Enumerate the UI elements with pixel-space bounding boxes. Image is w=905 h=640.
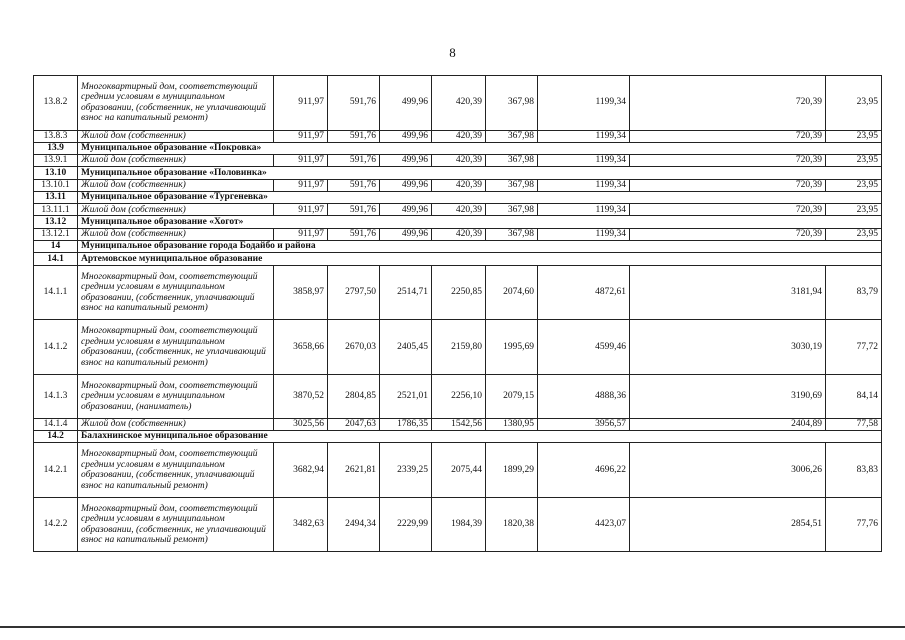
row-value-v5: 1899,29 [486, 443, 538, 498]
row-value-v6: 4696,22 [538, 443, 630, 498]
row-description: Жилой дом (собственник) [78, 130, 274, 142]
row-value-v1: 911,97 [274, 130, 328, 142]
row-value-v8: 83,83 [826, 443, 882, 498]
row-value-v3: 499,96 [380, 155, 432, 167]
row-value-v1: 911,97 [274, 204, 328, 216]
row-code: 13.8.3 [34, 130, 78, 142]
row-value-v7: 720,39 [630, 179, 826, 191]
row-value-v3: 1786,35 [380, 418, 432, 430]
row-value-v1: 3682,94 [274, 443, 328, 498]
row-value-v5: 367,98 [486, 179, 538, 191]
table-row [34, 443, 882, 498]
row-value-v8: 23,95 [826, 179, 882, 191]
row-value-v2: 591,76 [328, 155, 380, 167]
row-value-v3: 499,96 [380, 204, 432, 216]
table-row [34, 228, 882, 240]
section-title: Муниципальное образование города Бодайбо и района [78, 240, 882, 253]
row-value-v3: 2339,25 [380, 443, 432, 498]
row-value-v4: 420,39 [432, 204, 486, 216]
section-row [34, 216, 882, 229]
row-code: 14.2.2 [34, 497, 78, 552]
row-value-v8: 23,95 [826, 204, 882, 216]
row-value-v3: 499,96 [380, 130, 432, 142]
row-value-v8: 23,95 [826, 155, 882, 167]
section-row [34, 253, 882, 266]
row-value-v7: 3006,26 [630, 443, 826, 498]
row-description: Жилой дом (собственник) [78, 179, 274, 191]
row-value-v8: 77,72 [826, 320, 882, 375]
row-value-v1: 3858,97 [274, 265, 328, 320]
row-code: 13.12.1 [34, 228, 78, 240]
row-value-v3: 2521,01 [380, 374, 432, 418]
row-value-v1: 911,97 [274, 76, 328, 131]
row-value-v8: 23,95 [826, 228, 882, 240]
section-title: Муниципальное образование «Хогот» [78, 216, 882, 229]
row-value-v5: 1380,95 [486, 418, 538, 430]
table-row [34, 374, 882, 418]
row-value-v3: 499,96 [380, 179, 432, 191]
row-value-v1: 3025,56 [274, 418, 328, 430]
table-row [34, 265, 882, 320]
row-value-v6: 1199,34 [538, 130, 630, 142]
row-description: Жилой дом (собственник) [78, 155, 274, 167]
row-value-v2: 2797,50 [328, 265, 380, 320]
table-row [34, 155, 882, 167]
row-value-v4: 2256,10 [432, 374, 486, 418]
section-code: 13.9 [34, 142, 78, 155]
section-code: 13.12 [34, 216, 78, 229]
row-description: Многоквартирный дом, соответствующий средним условиям в муниципальном образовании, (собственник, не уплачивающий взнос на капитальный ремонт) [78, 497, 274, 552]
row-value-v8: 23,95 [826, 76, 882, 131]
row-value-v1: 911,97 [274, 228, 328, 240]
row-value-v8: 77,58 [826, 418, 882, 430]
row-value-v3: 2405,45 [380, 320, 432, 375]
row-value-v8: 84,14 [826, 374, 882, 418]
row-value-v6: 4423,07 [538, 497, 630, 552]
row-value-v3: 2229,99 [380, 497, 432, 552]
row-description: Жилой дом (собственник) [78, 204, 274, 216]
row-value-v7: 720,39 [630, 76, 826, 131]
row-description: Многоквартирный дом, соответствующий средним условиям в муниципальном образовании, (собственник, уплачивающий взнос на капитальный ремонт) [78, 443, 274, 498]
row-value-v4: 420,39 [432, 76, 486, 131]
table-row [34, 418, 882, 430]
section-row [34, 430, 882, 443]
row-value-v2: 591,76 [328, 130, 380, 142]
row-value-v1: 3870,52 [274, 374, 328, 418]
row-code: 14.1.4 [34, 418, 78, 430]
row-value-v3: 499,96 [380, 228, 432, 240]
row-value-v7: 2854,51 [630, 497, 826, 552]
section-code: 14 [34, 240, 78, 253]
row-value-v6: 4872,61 [538, 265, 630, 320]
page-number: 8 [449, 45, 456, 60]
table-row [34, 320, 882, 375]
row-value-v6: 1199,34 [538, 204, 630, 216]
row-value-v7: 720,39 [630, 204, 826, 216]
row-value-v4: 420,39 [432, 228, 486, 240]
row-value-v6: 1199,34 [538, 179, 630, 191]
row-value-v4: 1984,39 [432, 497, 486, 552]
row-value-v8: 23,95 [826, 130, 882, 142]
row-value-v2: 2804,85 [328, 374, 380, 418]
row-value-v5: 367,98 [486, 130, 538, 142]
section-row [34, 167, 882, 180]
row-value-v7: 3030,19 [630, 320, 826, 375]
row-value-v7: 3190,69 [630, 374, 826, 418]
row-value-v7: 720,39 [630, 130, 826, 142]
row-code: 13.8.2 [34, 76, 78, 131]
row-code: 14.1.1 [34, 265, 78, 320]
row-value-v6: 1199,34 [538, 76, 630, 131]
row-value-v1: 911,97 [274, 155, 328, 167]
row-value-v5: 1820,38 [486, 497, 538, 552]
row-value-v5: 2079,15 [486, 374, 538, 418]
section-row [34, 191, 882, 204]
row-value-v2: 591,76 [328, 228, 380, 240]
row-value-v2: 591,76 [328, 179, 380, 191]
row-code: 13.11.1 [34, 204, 78, 216]
row-value-v5: 367,98 [486, 204, 538, 216]
table-row [34, 179, 882, 191]
row-value-v7: 720,39 [630, 228, 826, 240]
row-code: 13.10.1 [34, 179, 78, 191]
row-value-v5: 1995,69 [486, 320, 538, 375]
row-value-v8: 77,76 [826, 497, 882, 552]
row-value-v5: 2074,60 [486, 265, 538, 320]
section-title: Муниципальное образование «Покровка» [78, 142, 882, 155]
table-row [34, 497, 882, 552]
row-value-v6: 3956,57 [538, 418, 630, 430]
row-code: 14.1.3 [34, 374, 78, 418]
section-title: Балахнинское муниципальное образование [78, 430, 882, 443]
row-value-v2: 591,76 [328, 76, 380, 131]
row-value-v2: 2670,03 [328, 320, 380, 375]
row-value-v4: 2250,85 [432, 265, 486, 320]
table-row [34, 76, 882, 131]
tariff-table [33, 75, 882, 552]
row-value-v7: 3181,94 [630, 265, 826, 320]
row-value-v2: 2047,63 [328, 418, 380, 430]
row-value-v1: 3658,66 [274, 320, 328, 375]
row-value-v2: 2621,81 [328, 443, 380, 498]
row-value-v4: 420,39 [432, 155, 486, 167]
row-code: 14.2.1 [34, 443, 78, 498]
row-value-v6: 1199,34 [538, 228, 630, 240]
section-title: Артемовское муниципальное образование [78, 253, 882, 266]
section-title: Муниципальное образование «Тургеневка» [78, 191, 882, 204]
section-title: Муниципальное образование «Половинка» [78, 167, 882, 180]
section-row [34, 142, 882, 155]
row-value-v4: 420,39 [432, 130, 486, 142]
section-row [34, 240, 882, 253]
section-code: 14.1 [34, 253, 78, 266]
row-code: 14.1.2 [34, 320, 78, 375]
section-code: 14.2 [34, 430, 78, 443]
table-body [34, 76, 882, 552]
row-value-v4: 1542,56 [432, 418, 486, 430]
row-value-v6: 4599,46 [538, 320, 630, 375]
row-description: Многоквартирный дом, соответствующий средним условиям в муниципальном образовании, (собственник, уплачивающий взнос на капитальный ремонт) [78, 265, 274, 320]
row-description: Многоквартирный дом, соответствующий средним условиям в муниципальном образовании, (собственник, не уплачивающий взнос на капитальный ремонт) [78, 320, 274, 375]
row-value-v1: 3482,63 [274, 497, 328, 552]
row-description: Многоквартирный дом, соответствующий средним условиям в муниципальном образовании, (наниматель) [78, 374, 274, 418]
row-value-v4: 2159,80 [432, 320, 486, 375]
row-value-v5: 367,98 [486, 228, 538, 240]
row-value-v5: 367,98 [486, 76, 538, 131]
row-value-v1: 911,97 [274, 179, 328, 191]
row-value-v5: 367,98 [486, 155, 538, 167]
row-value-v4: 2075,44 [432, 443, 486, 498]
row-value-v3: 499,96 [380, 76, 432, 131]
row-description: Жилой дом (собственник) [78, 418, 274, 430]
row-value-v6: 4888,36 [538, 374, 630, 418]
row-value-v2: 591,76 [328, 204, 380, 216]
section-code: 13.10 [34, 167, 78, 180]
table-row [34, 130, 882, 142]
section-code: 13.11 [34, 191, 78, 204]
row-code: 13.9.1 [34, 155, 78, 167]
row-description: Жилой дом (собственник) [78, 228, 274, 240]
bottom-divider [0, 626, 905, 628]
row-value-v7: 2404,89 [630, 418, 826, 430]
row-value-v8: 83,79 [826, 265, 882, 320]
row-value-v6: 1199,34 [538, 155, 630, 167]
row-value-v3: 2514,71 [380, 265, 432, 320]
table-row [34, 204, 882, 216]
row-value-v4: 420,39 [432, 179, 486, 191]
row-description: Многоквартирный дом, соответствующий средним условиям в муниципальном образовании, (собственник, не уплачивающий взнос на капитальный ремонт) [78, 76, 274, 131]
row-value-v2: 2494,34 [328, 497, 380, 552]
row-value-v7: 720,39 [630, 155, 826, 167]
